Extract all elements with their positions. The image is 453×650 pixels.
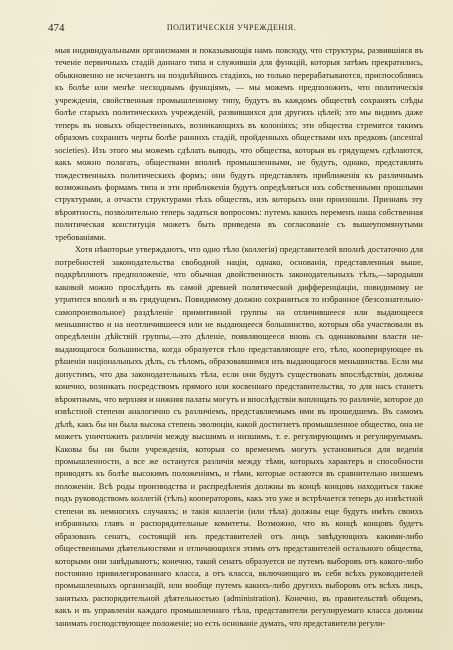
- body-text: [55, 44, 423, 629]
- paragraph: Хотя нѣкоторые утверждаютъ, что одно тѣло (коллегія) представителей вполнѣ достаточно для потребностей законодательства свободной націи, однако, основанія, представленныя выше, подкрѣпляютъ предположеніе, что обычная двойственность законодательныхъ тѣлъ,—зародыши каковой можно прослѣдить въ самой древней политической дифференціаціи, повидимому не утратится вполнѣ и въ грядущемъ. Повидимому должно сохраниться то избранное (безсознательно-самопроизвольное) раздѣленіе примитивной группы на отличившееся или выдающееся меньшинство и на неотличившееся или не выдающееся большинство, которыя оба участвовали въ опредѣленіи дѣйствій группы,—это дѣленіе, появляющееся вновь съ одинаковыми власти не-выдающагося большинства, когда образуется тѣло представляющее его, тѣло, кооперирующее въ рѣшеніи національныхъ дѣлъ, съ тѣломъ, образовавшимся изъ выдающагося меньшинства. Если мы допустимъ, что два законодательныхъ тѣла, если они будутъ существовать впослѣдствіи, должны конечно, возникать посредствомъ прямого или косвеннаго представительства, то для насъ станетъ вѣроятнымъ, что верхняя и нижняя палаты могутъ и впослѣдствіи воплощать то различіе, которое до извѣстной степени аналогично съ различіемъ, представляемымъ ими въ прошедшемъ. Въ самомъ дѣлѣ, какъ бы ни была высока степень эволюціи, какой достигнетъ промышленное общество, она не можетъ уничтожить различія между высшимъ и низшимъ, т. е. регулирующимъ и регулируемымъ. Каковы бы ни были учрежденія, которыя со временемъ могутъ установиться для веденія промышленности, а все же останутся различія между тѣми, которыхъ характеръ и способности приводятъ къ болѣе высокимъ положеніямъ, и тѣми, которые остаются въ сравнительно низшемъ положеніи. Всѣ роды производства и распредѣленія должны въ концѣ концовъ находиться также подъ руководствомъ коллегій (тѣлъ) кооператоровъ, какъ это уже и встрѣчается теперь до извѣстной степени въ немногихъ случаяхъ; и такія коллегіи (или тѣла) должны еще будутъ имѣть своихъ избранныхъ главъ и распорядительные комитеты. Возможно, что въ концѣ концовъ будетъ образованъ сенатъ, состоящій изъ представителей отъ лицъ завѣдующихъ какими-либо общественными дѣятельностями и отличающихся этимъ отъ представителей остального общества, которыми они завѣдываютъ; конечно, такой сенатъ образуется не путемъ выборовъ отъ какого-либо постоянно привилегированнаго класса, а отъ класса, включающаго въ себя всѣхъ руководителей промышленныхъ организацій, или вообще путемъ какихъ-либо другихъ выборовъ отъ всѣхъ лицъ, занятыхъ распорядительной дѣятельностью (administration). Конечно, въ правительствѣ общемъ, какъ и въ управленіи каждаго промышленнаго тѣла, представители регулируемаго класса должны занимать господствующее положеніе; но есть основаніе думать, что представители регули-: [55, 244, 423, 628]
- paragraph: мыя индивидуальными организмами и показывающія намъ повсюду, что структуры, развившіяся въ теченіе первичныхъ стадій даннаго типа и служившія для функцій, которыя затѣмъ прекратились, обыкновенно не исчезаютъ на позднѣйшихъ стадіяхъ, но только перерабатываются, приспособляясь къ болѣе или менѣе несходнымъ функціямъ, — мы можемъ предположить, что политическія учрежденія, свойственныя промышленному типу, будутъ въ каждомъ обществѣ сохранять слѣды болѣе старыхъ политическихъ учрежденій, развившихся для другихъ цѣлей; это мы видимъ даже теперь въ новыхъ общественныхъ, возникающихъ въ колоніяхъ; эти общества стремятся такимъ образомъ сохранить черты болѣе раннихъ стадій, пройденныхъ обществами ихъ предковъ (ancestral societies). Изъ этого мы можемъ сдѣлать выводъ, что общества, которыя въ грядущемъ сдѣлаются, какъ можно полагать, обществами вполнѣ промышленными, не будутъ, однако, представлять тождественныхъ политическихъ формъ; они будутъ представлять приближенія къ различнымъ возможнымъ формамъ типа и эти приближенія будутъ опредѣляться ихъ собственными прошлыми структурами, а отчасти структурами тѣхъ обществъ, изъ которыхъ они произошли. Признавъ эту вѣроятность, позволительно теперь задаться вопросомъ: путемъ какихъ переменъ наша собственная политическая конституція можетъ быть приведена въ согласованіе съ вышеупомянутыми требованіями.: [55, 45, 423, 242]
- page-header: [48, 21, 415, 35]
- page-number: 474: [48, 22, 65, 34]
- running-title: ПОЛИТИЧЕСКІЯ УЧРЕЖДЕНІЯ.: [166, 23, 297, 32]
